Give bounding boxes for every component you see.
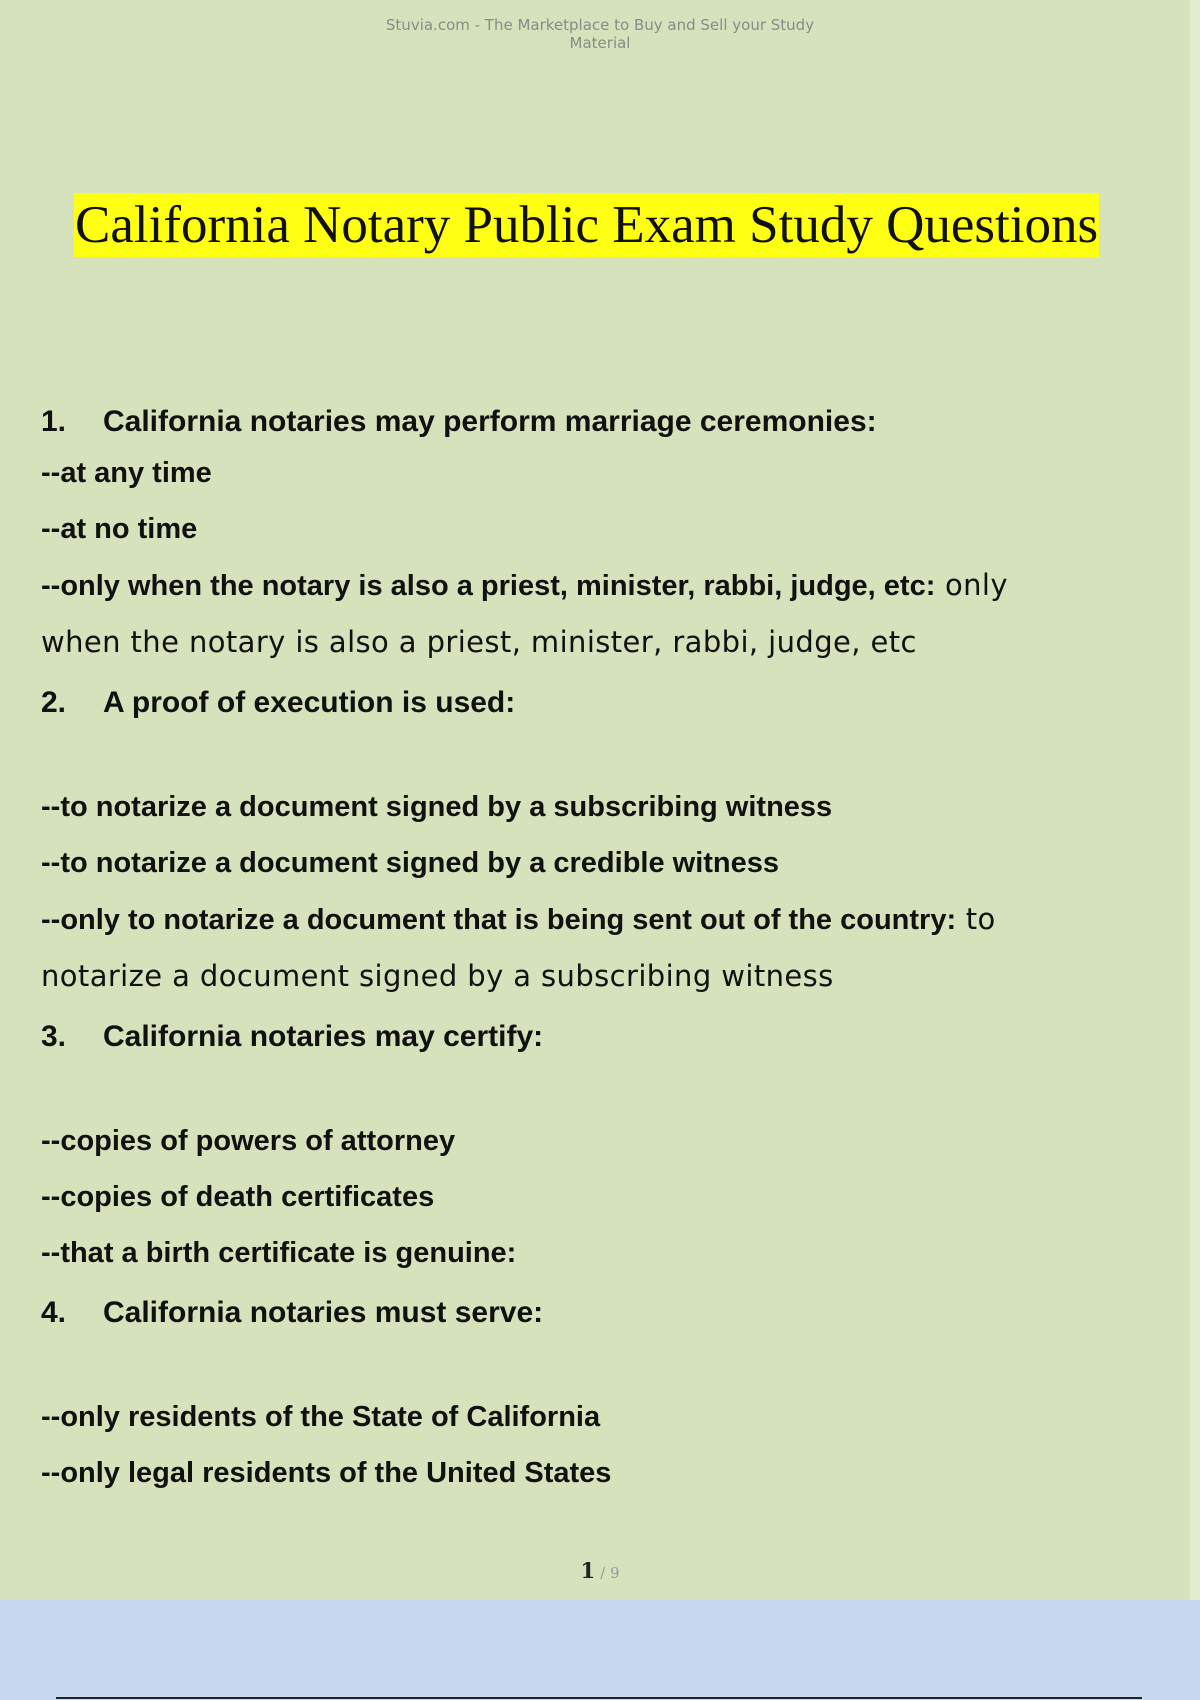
question-heading (41, 1005, 1161, 1060)
answer-option (41, 557, 1161, 613)
title-block (74, 193, 1099, 257)
question-heading (41, 671, 1161, 726)
question-number: 4. (41, 1296, 67, 1329)
answer-option: --that a birth certificate is genuine: (41, 1237, 517, 1269)
option-text: --only to notarize a document that is being sent out of the country: (41, 904, 957, 936)
question-text: California notaries may certify: (103, 1020, 544, 1053)
total-pages: / 9 (600, 1564, 620, 1582)
spacer (41, 726, 1161, 779)
spacer (41, 1336, 1161, 1389)
questions-list (41, 390, 1161, 1501)
watermark-header (300, 16, 900, 52)
page-indicator (0, 1558, 1200, 1583)
answer-option: --to notarize a document signed by a credible witness (41, 847, 780, 879)
divider (56, 1697, 1142, 1699)
option-text: --only when the notary is also a priest, minister, rabbi, judge, etc: (41, 570, 936, 602)
question-text: California notaries must serve: (103, 1296, 544, 1329)
answer-text-continued: notarize a document signed by a subscribing witness (41, 959, 834, 993)
answer-text-continued: when the notary is also a priest, minister, rabbi, judge, etc (41, 625, 917, 659)
page-edge (1190, 0, 1200, 1600)
question-text: A proof of execution is used: (103, 686, 516, 719)
question-heading (41, 390, 1161, 445)
document-title: California Notary Public Exam Study Questions (74, 193, 1099, 257)
answer-option: --only residents of the State of California (41, 1401, 601, 1433)
spacer (41, 1060, 1161, 1113)
question-number: 2. (41, 686, 67, 719)
answer-option: --to notarize a document signed by a subscribing witness (41, 791, 833, 823)
current-page-number: 1 (580, 1558, 596, 1583)
question-number: 3. (41, 1020, 67, 1053)
answer-text: to (956, 902, 996, 936)
answer-option (41, 891, 1161, 947)
next-page-preview (0, 1600, 1200, 1700)
watermark-line: Material (569, 34, 631, 52)
question-number: 1. (41, 405, 67, 438)
question-heading (41, 1281, 1161, 1336)
answer-option: --copies of powers of attorney (41, 1125, 456, 1157)
answer-option: --at any time (41, 457, 212, 489)
answer-option: --at no time (41, 513, 198, 545)
question-text: California notaries may perform marriage ceremonies: (103, 405, 877, 438)
answer-option: --copies of death certificates (41, 1181, 435, 1213)
watermark-line: Stuvia.com - The Marketplace to Buy and Sell your Study (385, 16, 815, 34)
answer-text: only (935, 568, 1008, 602)
answer-option: --only legal residents of the United States (41, 1457, 612, 1489)
